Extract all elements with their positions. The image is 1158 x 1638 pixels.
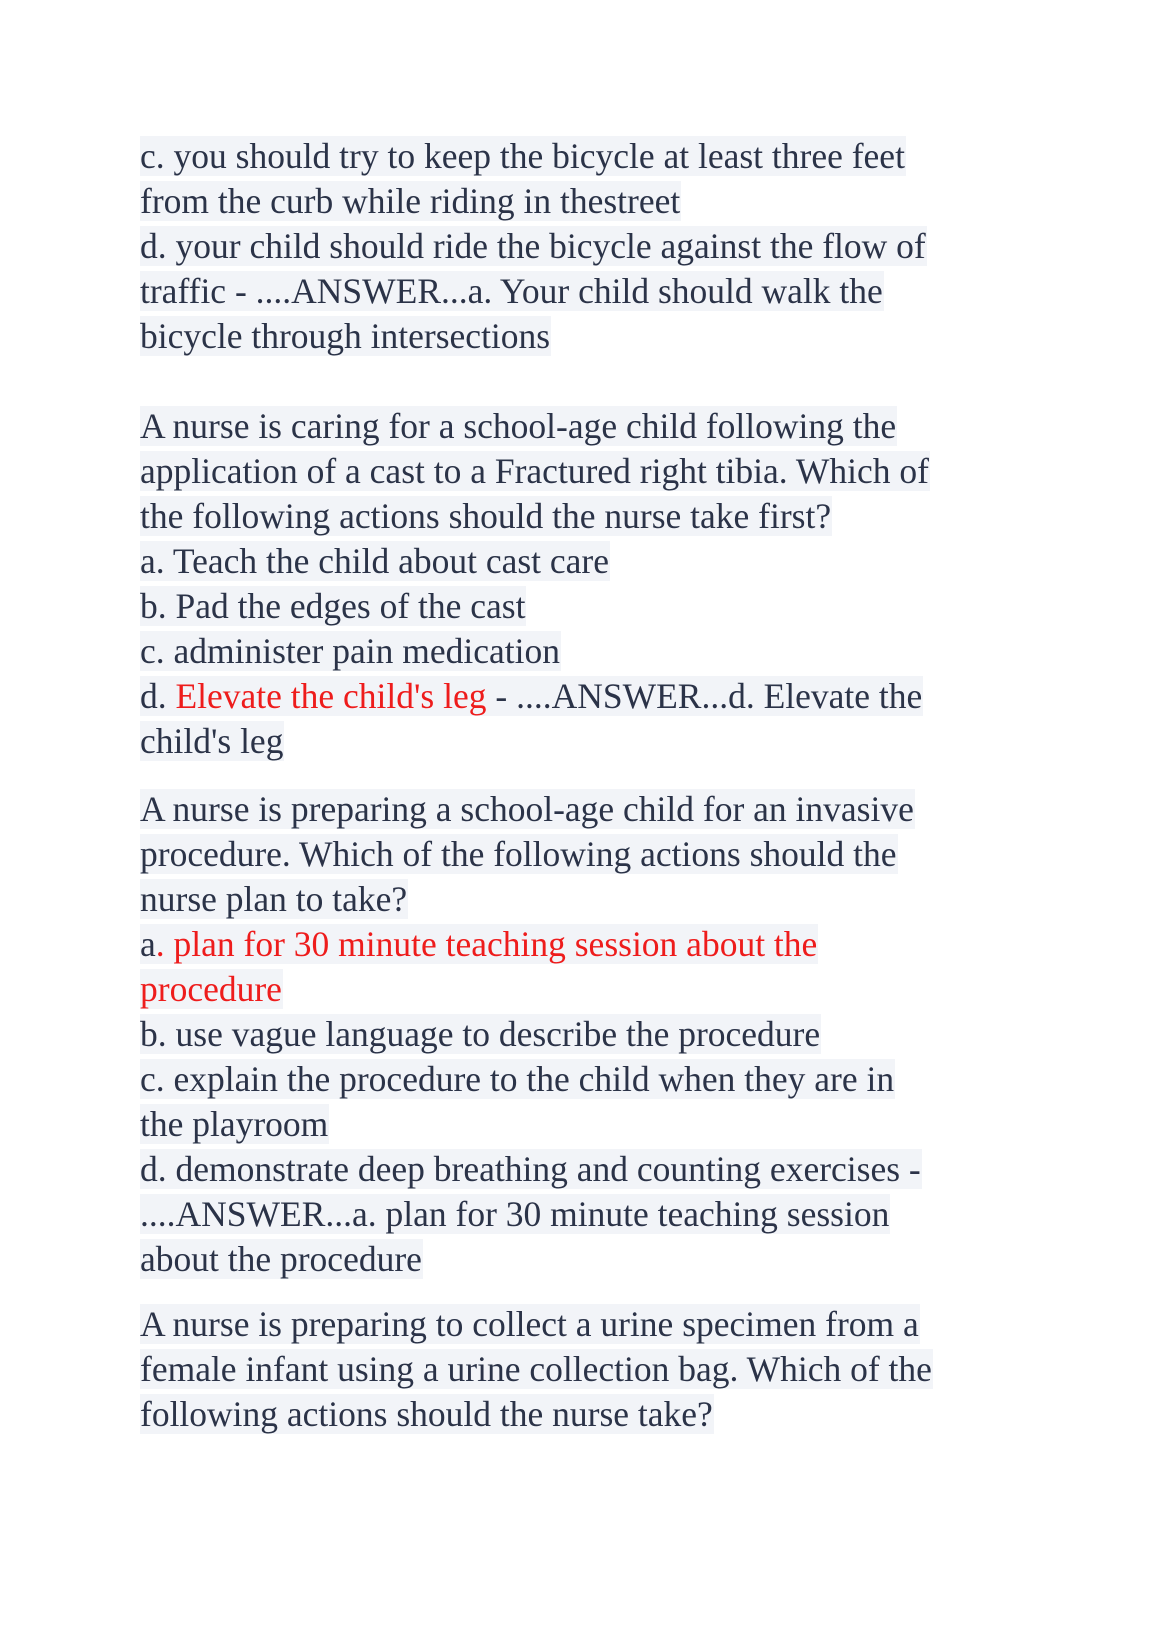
question-text-line: following actions should the nurse take? <box>140 1394 713 1434</box>
question-text-line: application of a cast to a Fractured right tibia. Which of <box>140 451 929 491</box>
text-line: c. you should try to keep the bicycle at least three feet <box>140 136 905 176</box>
answer-text-line: about the procedure <box>140 1239 422 1279</box>
question-text-line: A nurse is preparing a school-age child for an invasive <box>140 789 914 829</box>
correct-answer-highlight: Elevate the child's leg <box>175 676 487 716</box>
option-d: d. demonstrate deep breathing and counting exercises - <box>140 1149 921 1189</box>
text-line: from the curb while riding in thestreet <box>140 181 681 221</box>
answer-continuation-block <box>140 134 1040 359</box>
question-text-line: procedure. Which of the following actions should the <box>140 834 897 874</box>
answer-label: - ....ANSWER...d. Elevate the <box>486 676 923 716</box>
option-d <box>140 674 1040 719</box>
question-invasive-procedure <box>140 787 1040 1282</box>
option-c-continued: the playroom <box>140 1104 329 1144</box>
option-a: a. Teach the child about cast care <box>140 541 609 581</box>
question-text-line: A nurse is preparing to collect a urine specimen from a <box>140 1304 919 1344</box>
option-d-prefix: d. <box>140 676 176 716</box>
text-line: traffic - ....ANSWER...a. Your child should walk the <box>140 271 883 311</box>
text-line: d. your child should ride the bicycle against the flow of <box>140 226 926 266</box>
option-c: c. explain the procedure to the child when they are in <box>140 1059 895 1099</box>
option-b: b. Pad the edges of the cast <box>140 586 526 626</box>
answer-text-line: ....ANSWER...a. plan for 30 minute teaching session <box>140 1194 890 1234</box>
correct-answer-highlight: . plan for 30 minute teaching session about the <box>155 924 818 964</box>
answer-text-line: child's leg <box>140 721 284 761</box>
question-cast-care <box>140 404 1040 764</box>
option-b: b. use vague language to describe the procedure <box>140 1014 821 1054</box>
question-text-line: the following actions should the nurse take first? <box>140 496 832 536</box>
text-line: bicycle through intersections <box>140 316 551 356</box>
option-a <box>140 922 1040 967</box>
option-a-prefix: a <box>140 924 156 964</box>
question-text-line: A nurse is caring for a school-age child following the <box>140 406 897 446</box>
question-urine-specimen <box>140 1302 1040 1437</box>
option-a-continued: procedure <box>140 969 282 1009</box>
question-text-line: nurse plan to take? <box>140 879 408 919</box>
question-text-line: female infant using a urine collection bag. Which of the <box>140 1349 932 1389</box>
option-c: c. administer pain medication <box>140 631 560 671</box>
